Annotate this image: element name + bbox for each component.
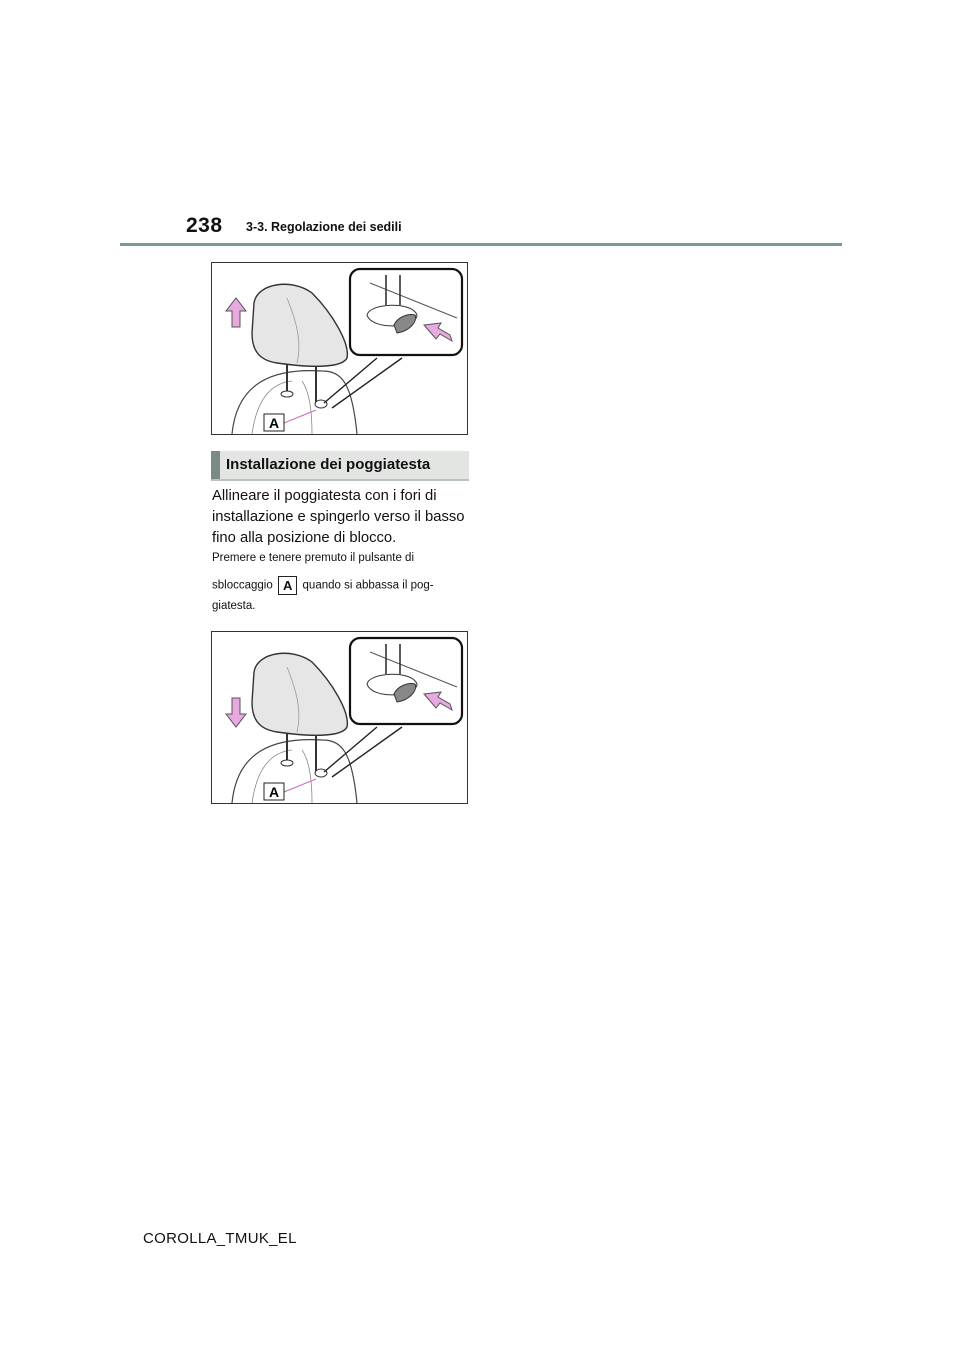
callout-label-a: A [268,784,280,800]
note-line-1: Premere e tenere premuto il pulsante di [212,552,414,564]
note-line-2-after: quando si abbassa il pog- [302,579,434,592]
headrest-raise-illustration [211,262,468,435]
section-title: 3-3. Regolazione dei sedili [246,220,402,234]
note-line-3: giatesta. [212,600,256,612]
page-number: 238 [186,214,223,237]
header-rule [120,243,842,246]
note-line-2 [212,576,474,595]
callout-label-a: A [268,415,280,431]
footer-doc-code: COROLLA_TMUK_EL [143,1230,297,1247]
subheading-title: Installazione dei poggiatesta [226,456,431,473]
headrest-lower-illustration [211,631,468,804]
instruction-paragraph: Allineare il poggiatesta con i fori di installazione e spingerlo verso il basso fino alla posizione di blocco. [212,488,465,546]
note-label-a: A [278,576,297,595]
subheading-accent-bar [211,451,220,479]
note-line-2-before: sbloccaggio [212,579,273,592]
subheading-installazione [211,451,469,481]
